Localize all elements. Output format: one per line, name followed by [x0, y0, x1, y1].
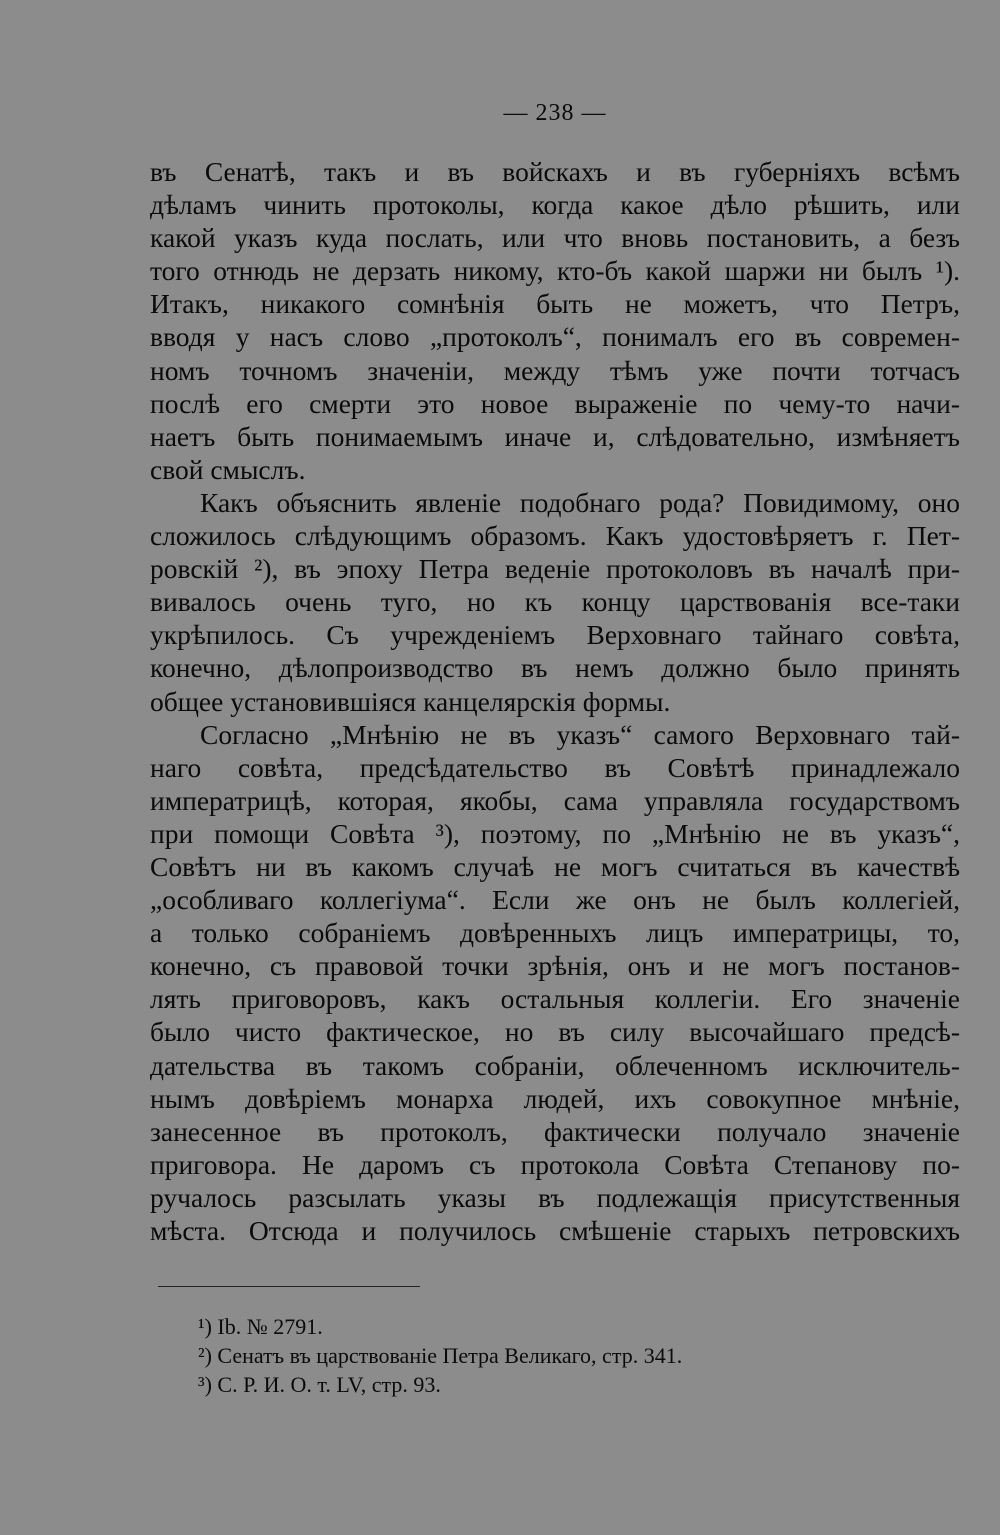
text-line: „особливаго коллегіума“. Если же онъ не былъ коллегіей,: [150, 884, 960, 916]
text-line: занесенное въ протоколъ, фактически получало значеніе: [150, 1115, 960, 1147]
text-line: Согласно „Мнѣнію не въ указъ“ самого Верховнаго тай-: [200, 718, 960, 750]
text-line: нымъ довѣріемъ монарха людей, ихъ совокупное мнѣніе,: [150, 1082, 960, 1114]
text-line: свой смыслъ.: [150, 453, 306, 485]
text-line: при помощи Совѣта ³), поэтому, по „Мнѣнію не въ указъ“,: [150, 817, 960, 849]
text-line: Какъ объяснить явленіе подобнаго рода? Повидимому, оно: [200, 486, 960, 518]
text-line: Совѣтъ ни въ какомъ случаѣ не могъ считаться въ качествѣ: [150, 850, 960, 882]
text-line: укрѣпилось. Съ учрежденіемъ Верховнаго тайнаго совѣта,: [150, 619, 960, 651]
text-line: дѣламъ чинить протоколы, когда какое дѣло рѣшить, или: [150, 189, 960, 221]
text-line: конечно, дѣлопроизводство въ немъ должно было принять: [150, 652, 960, 684]
page-number: — 238 —: [503, 100, 607, 126]
text-line: лять приговоровъ, какъ остальныя коллегіи. Его значеніе: [150, 983, 960, 1015]
footnote: ²) Сенатъ въ царствованіе Петра Великаго, стр. 341.: [198, 1343, 683, 1368]
text-line: номъ точномъ значеніи, между тѣмъ уже почти тотчасъ: [150, 354, 960, 386]
text-line: Итакъ, никакого сомнѣнія быть не можетъ, что Петръ,: [150, 288, 960, 320]
text-line: императрицѣ, которая, якобы, сама управляла государствомъ: [150, 784, 960, 816]
text-line: конечно, съ правовой точки зрѣнія, онъ и не могъ постанов-: [150, 950, 960, 982]
text-line: ровскій ²), въ эпоху Петра веденіе протоколовъ въ началѣ при-: [150, 553, 960, 585]
text-line: какой указъ куда послать, или что вновь постановить, а безъ: [150, 222, 960, 254]
footnotes: [198, 1312, 898, 1399]
text-line: общеe установившіяся канцелярскія формы.: [150, 685, 671, 717]
text-line: наго совѣта, предсѣдательство въ Совѣтѣ принадлежало: [150, 751, 960, 783]
text-line: вводя у насъ слово „протоколъ“, понималъ его въ современ-: [150, 321, 960, 353]
text-line: въ Сенатѣ, такъ и въ войскахъ и въ губерніяхъ всѣмъ: [150, 156, 960, 187]
text-line: послѣ его смерти это новое выраженіе по чему-то начи-: [150, 387, 960, 419]
text-line: того отнюдь не дерзать никому, кто-бъ какой шаржи ни былъ ¹).: [150, 255, 960, 287]
text-line: дательства въ такомъ собраніи, облеченномъ исключитель-: [150, 1049, 960, 1081]
footnote-divider: [158, 1286, 420, 1287]
text-line: а только собраніемъ довѣренныхъ лицъ императрицы, то,: [150, 917, 960, 949]
text-line: наетъ быть понимаемымъ иначе и, слѣдовательно, измѣняетъ: [150, 420, 960, 452]
footnote: ³) С. Р. И. О. т. LV, стр. 93.: [198, 1372, 441, 1397]
footnote: ¹) Ib. № 2791.: [198, 1314, 323, 1339]
text-line: мѣста. Отсюда и получилось смѣшеніе старыхъ петровскихъ: [150, 1215, 960, 1246]
text-line: ручалось разсылать указы въ подлежащія присутственныя: [150, 1181, 960, 1213]
text-line: сложилось слѣдующимъ образомъ. Какъ удостовѣряетъ г. Пет-: [150, 520, 960, 552]
text-line: было чисто фактическое, но въ силу высочайшаго предсѣ-: [150, 1016, 960, 1048]
text-line: приговора. Не даромъ съ протокола Совѣта Степанову по-: [150, 1148, 960, 1180]
text-line: вивалось очень туго, но къ концу царствованія все-таки: [150, 586, 960, 618]
body-text: [150, 155, 960, 1247]
